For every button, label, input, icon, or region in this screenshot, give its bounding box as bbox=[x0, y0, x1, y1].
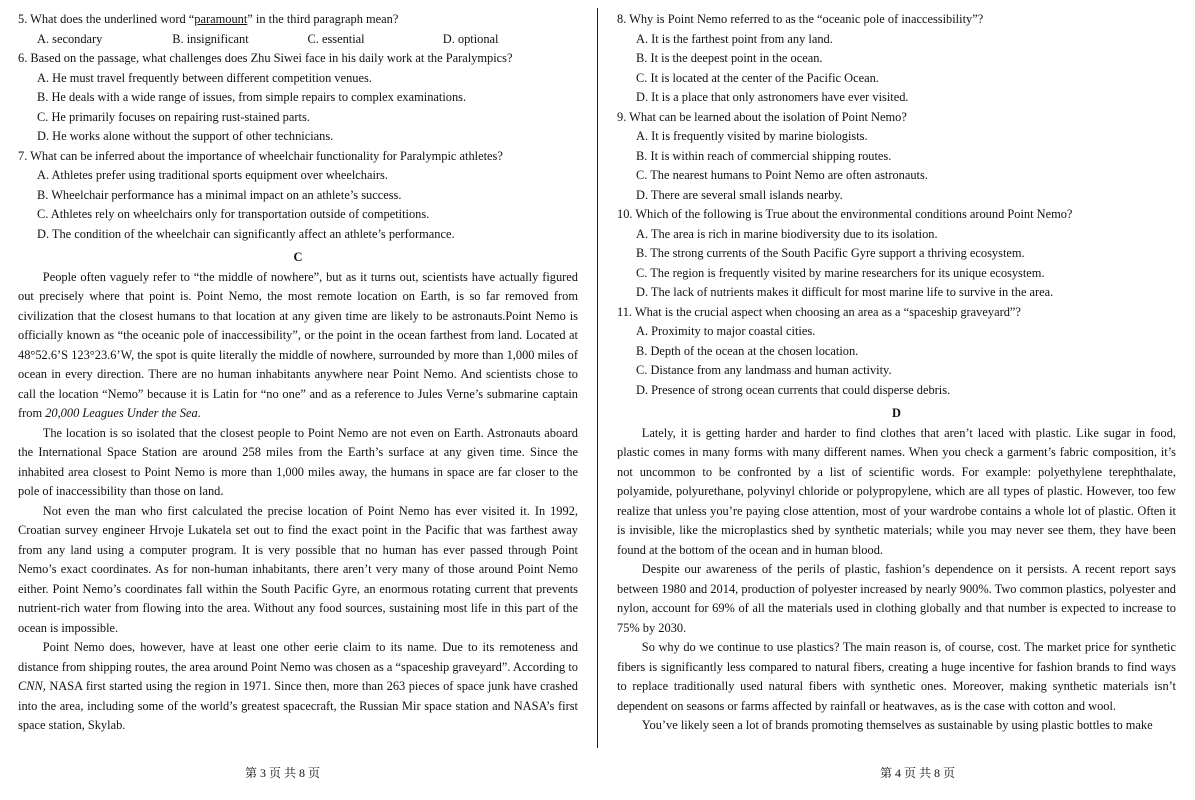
option-a: A. Proximity to major coastal cities. bbox=[636, 324, 816, 338]
option-d: D. The lack of nutrients makes it difficult for most marine life to survive in the area. bbox=[636, 285, 1054, 299]
option-d: D. Presence of strong ocean currents that could disperse debris. bbox=[636, 382, 951, 397]
page-number-left: 第 3 页 共 8 页 bbox=[245, 766, 321, 780]
option-c: C. It is located at the center of the Pacific Ocean. bbox=[636, 70, 879, 85]
left-column bbox=[18, 10, 578, 736]
passage-c-paragraph-2: The location is so isolated that the closest people to Point Nemo are not even on Earth. Astronauts aboard the International Space Station are around 258 miles from the Earth’s surface at any given time. Since the inhabited area closest to Point Nemo is more than 1,000 miles away, the humans in space are far closer to the pole of inaccessibility than those on land. bbox=[18, 425, 578, 498]
question-8-stem: 8. Why is Point Nemo referred to as the “oceanic pole of inaccessibility”? bbox=[617, 12, 984, 26]
question-5-stem: 5. What does the underlined word “paramount” in the third paragraph mean? bbox=[18, 12, 399, 26]
option-b: B. The strong currents of the South Pacific Gyre support a thriving ecosystem. bbox=[636, 246, 1025, 260]
option-a: A. It is frequently visited by marine biologists. bbox=[636, 129, 868, 143]
question-6-stem: 6. Based on the passage, what challenges does Zhu Siwei face in his daily work at the Paralympics? bbox=[18, 51, 513, 65]
option-b: B. insignificant bbox=[172, 31, 249, 46]
option-b: B. He deals with a wide range of issues, from simple repairs to complex examinations. bbox=[37, 90, 467, 104]
option-a: A. secondary bbox=[37, 31, 103, 46]
section-heading-c: C bbox=[293, 250, 303, 264]
option-b: B. Wheelchair performance has a minimal impact on an athlete’s success. bbox=[37, 187, 402, 202]
passage-d-paragraph-1: Lately, it is getting harder and harder to find clothes that aren’t laced with plastic. Like sugar in food, plastic comes in many forms with many different names. When you check a garment’s fabric composition, it’s not uncommon to be confronted by a list of scientific words. For example: polyethylene terephthalate, polyamide, polyurethane, polyvinyl chloride or polypropylene, which are all types of plastic. However, too few realize that unless you’re paying close attention, most of your wardrobe contains a whole lot of plastic. Often it is invisible, like the microplastics shed by synthetic materials; while you may never see them, they have been found at the bottom of the ocean and in human blood. bbox=[617, 425, 1176, 557]
question-5-options bbox=[18, 30, 578, 50]
page-number-right: 第 4 页 共 8 页 bbox=[880, 766, 956, 780]
passage-c-paragraph-1: People often vaguely refer to “the middle of nowhere”, but as it turns out, scientists have actually figured out precisely where that point is. Point Nemo, the most remote location on Earth, is so far removed from civilization that the closest humans to that location at any given time are likely to be astronauts.Point Nemo is officially known as “the oceanic pole of inaccessibility”, or the point in the ocean farthest from land. Located at 48°52.6’S 123°23.6’W, the spot is quite literally the middle of nowhere, surrounded by more than 1,000 miles of ocean in every direction. There are no human inhabitants anywhere near Point Nemo. And scientists chose to call the location “Nemo” because it is Latin for “no one” and as a reference to Jules Verne’s submarine captain from 20,000 Leagues Under the Sea. bbox=[18, 269, 578, 420]
option-d: D. There are several small islands nearby. bbox=[636, 187, 843, 202]
underlined-word: paramount bbox=[194, 12, 248, 26]
option-c: C. He primarily focuses on repairing rust-stained parts. bbox=[37, 109, 310, 124]
passage-c-paragraph-3: Not even the man who first calculated the precise location of Point Nemo has ever visited it. In 1992, Croatian survey engineer Hrvoje Lukatela set out to find the exact point in the Pacific that was farthest away from any land using a computer program. It is very possible that no human has ever passed through Point Nemo’s exact coordinates. As for non-human inhabitants, there aren’t very many of those around Point Nemo either. Point Nemo’s coordinates fall within the South Pacific Gyre, an enormous rotating current that prevents nutrient-rich water from flowing into the area. Without any food sources, sustaining most life in this part of the ocean is impossible. bbox=[18, 503, 578, 635]
option-a: A. The area is rich in marine biodiversity due to its isolation. bbox=[636, 226, 938, 241]
column-divider bbox=[597, 8, 598, 748]
option-c: C. Athletes rely on wheelchairs only for transportation outside of competitions. bbox=[37, 207, 430, 221]
passage-c-paragraph-4: Point Nemo does, however, have at least one other eerie claim to its name. Due to its remoteness and distance from shipping routes, the area around Point Nemo was chosen as a “spaceship graveyard”. According to CNN, NASA first started using the region in 1971. Since then, more than 263 pieces of space junk have crashed into the area, including some of the world’s greatest spacecraft, the Russian Mir space station and NASA’s first space station, Skylab. bbox=[18, 640, 578, 732]
option-d: D. It is a place that only astronomers have ever visited. bbox=[636, 90, 909, 104]
question-11-stem: 11. What is the crucial aspect when choosing an area as a “spaceship graveyard”? bbox=[617, 304, 1021, 319]
option-d: D. optional bbox=[442, 31, 499, 46]
question-10-stem: 10. Which of the following is True about the environmental conditions around Point Nemo? bbox=[617, 207, 1073, 221]
option-c: C. essential bbox=[307, 31, 365, 46]
question-9-stem: 9. What can be learned about the isolation of Point Nemo? bbox=[617, 109, 907, 124]
passage-d-paragraph-3: So why do we continue to use plastics? The main reason is, of course, cost. The market price for synthetic fibers is significantly less compared to natural fibers, creating a huge incentive for fashion brands to find ways to replace traditionally used natural fibers with synthetic ones. Moreover, making synthetic materials isn’t dependent on seasons or farms affected by rainfall or heatwaves, as is the case with cotton and wool. bbox=[617, 640, 1176, 713]
question-7-stem: 7. What can be inferred about the importance of wheelchair functionality for Paralympic athletes? bbox=[18, 148, 503, 163]
book-title: 20,000 Leagues Under the Sea bbox=[45, 406, 198, 420]
option-a: A. Athletes prefer using traditional sports equipment over wheelchairs. bbox=[37, 168, 388, 182]
option-c: C. The nearest humans to Point Nemo are often astronauts. bbox=[636, 168, 928, 182]
option-d: D. The condition of the wheelchair can significantly affect an athlete’s performance. bbox=[37, 226, 455, 241]
option-b: B. It is the deepest point in the ocean. bbox=[636, 51, 823, 65]
passage-d-paragraph-4: You’ve likely seen a lot of brands promoting themselves as sustainable by using plastic bottles to make bbox=[641, 718, 1153, 732]
option-d: D. He works alone without the support of other technicians. bbox=[37, 129, 334, 143]
section-heading-d: D bbox=[892, 406, 901, 420]
option-b: B. Depth of the ocean at the chosen location. bbox=[636, 343, 859, 358]
option-c: C. Distance from any landmass and human activity. bbox=[636, 363, 892, 377]
right-column bbox=[617, 10, 1176, 736]
option-a: A. It is the farthest point from any land. bbox=[636, 31, 833, 46]
option-a: A. He must travel frequently between different competition venues. bbox=[37, 70, 372, 85]
option-c: C. The region is frequently visited by marine researchers for its unique ecosystem. bbox=[636, 265, 1045, 280]
passage-d-paragraph-2: Despite our awareness of the perils of plastic, fashion’s dependence on it persists. A recent report says between 1980 and 2014, production of polyester increased by nearly 900%. Two common plastics, polyester and nylon, account for 69% of all the materials used in clothing globally and that number is expected to increase to 75% by 2030. bbox=[617, 562, 1176, 635]
source-name: CNN bbox=[18, 679, 43, 693]
option-b: B. It is within reach of commercial shipping routes. bbox=[636, 148, 892, 163]
